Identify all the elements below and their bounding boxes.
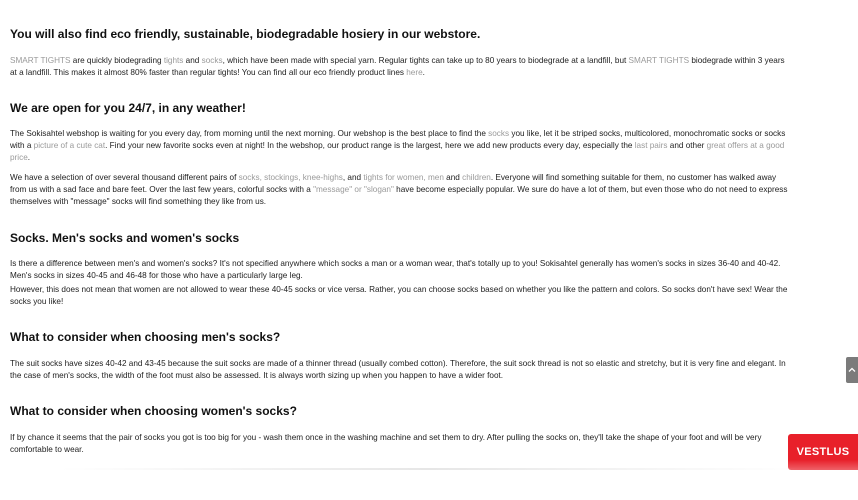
- link-cute-cat[interactable]: picture of a cute cat: [33, 141, 106, 150]
- chat-button[interactable]: VESTLUS: [788, 434, 858, 470]
- paragraph-open-2: We have a selection of over several thousand different pairs of socks, stockings, knee-highs, and tights for women, men and children. Everyone will find something suitable for them, no customer has walked away from us with a sad face and bare feet. Over the last few years, colorful socks with a "message" or "slogan" have become especially popular. We sure do have a lot of them, but even those who do not need to express themselves with "message" socks will find something they like from us.: [10, 173, 788, 206]
- link-socks-stockings[interactable]: socks, stockings, knee-highs: [238, 173, 343, 182]
- link-smart-tights-2[interactable]: SMART TIGHTS: [628, 56, 690, 65]
- link-last-pairs[interactable]: last pairs: [634, 141, 668, 150]
- link-socks-2[interactable]: socks: [488, 129, 510, 138]
- paragraph-eco: SMART TIGHTS are quickly biodegrading tights and socks, which have been made with special yarn. Regular tights can take up to 80 years to biodegrade at a landfill, but SMART TIGHTS biodegrade within 3 years at a landfill. This makes it almost 80% faster than regular tights! You can find all our eco friendly product lines here.: [10, 56, 785, 77]
- bottom-divider: [60, 468, 798, 470]
- paragraph-women: If by chance it seems that the pair of socks you got is too big for you - wash them once in the washing machine and set them to dry. After pulling the socks on, they'll take the shape of your foot and will be very comfortable to wear.: [10, 433, 762, 454]
- section-heading-eco: You will also find eco friendly, sustainable, biodegradable hosiery in our webstore.: [10, 27, 481, 41]
- paragraph-men: The suit socks have sizes 40-42 and 43-45 because the suit socks are made of a thinner thread (usually combed cotton). Therefore, the suit sock thread is not so elastic and stretchy, but it is very fine and elegant. In the case of men's socks, the width of the foot must also be assessed. It is always worth sizing up when you happen to have a wider foot.: [10, 359, 786, 380]
- section-heading-socks: Socks. Men's socks and women's socks: [10, 231, 240, 245]
- scroll-top-button[interactable]: [846, 357, 858, 383]
- paragraph-open-1: The Sokisahtel webshop is waiting for you every day, from morning until the next morning. Our webshop is the best place to find the socks you like, let it be striped socks, multicolored, monochromatic socks or socks with a picture of a cute cat. Find your new favorite socks even at night! In the webshop, our product range is the largest, here we add new products every day, especially the last pairs and other great offers at a good price.: [10, 129, 786, 162]
- link-socks[interactable]: socks: [201, 56, 223, 65]
- link-children[interactable]: children: [462, 173, 491, 182]
- chevron-up-icon: [848, 366, 856, 374]
- section-heading-men: What to consider when choosing men's socks?: [10, 330, 281, 344]
- link-here[interactable]: here: [406, 68, 423, 77]
- link-tights[interactable]: tights: [163, 56, 184, 65]
- paragraph-socks-1: Is there a difference between men's and women's socks? It's not specified anywhere which socks a man or a woman wear, that's totally up to you! Sokisahtel generally has women's socks in sizes 36-40 and 40-42. Men's socks in sizes 40-45 and 46-48 for those who have a particularly large leg.: [10, 259, 781, 280]
- link-tights-women-men[interactable]: tights for women, men: [363, 173, 444, 182]
- link-great-offers[interactable]: great offers at a good price: [10, 141, 785, 162]
- section-heading-women: What to consider when choosing women's socks?: [10, 404, 297, 418]
- paragraph-socks-2: However, this does not mean that women are not allowed to wear these 40-45 socks or vice versa. Rather, you can choose socks based on whether you like the pattern and colors. So socks don't have sex! Wear the socks you like!: [10, 285, 788, 306]
- link-smart-tights[interactable]: SMART TIGHTS: [10, 56, 71, 65]
- section-heading-open: We are open for you 24/7, in any weather!: [10, 101, 246, 115]
- link-message-slogan[interactable]: "message" or "slogan": [313, 185, 394, 194]
- bottom-fade: [0, 460, 858, 500]
